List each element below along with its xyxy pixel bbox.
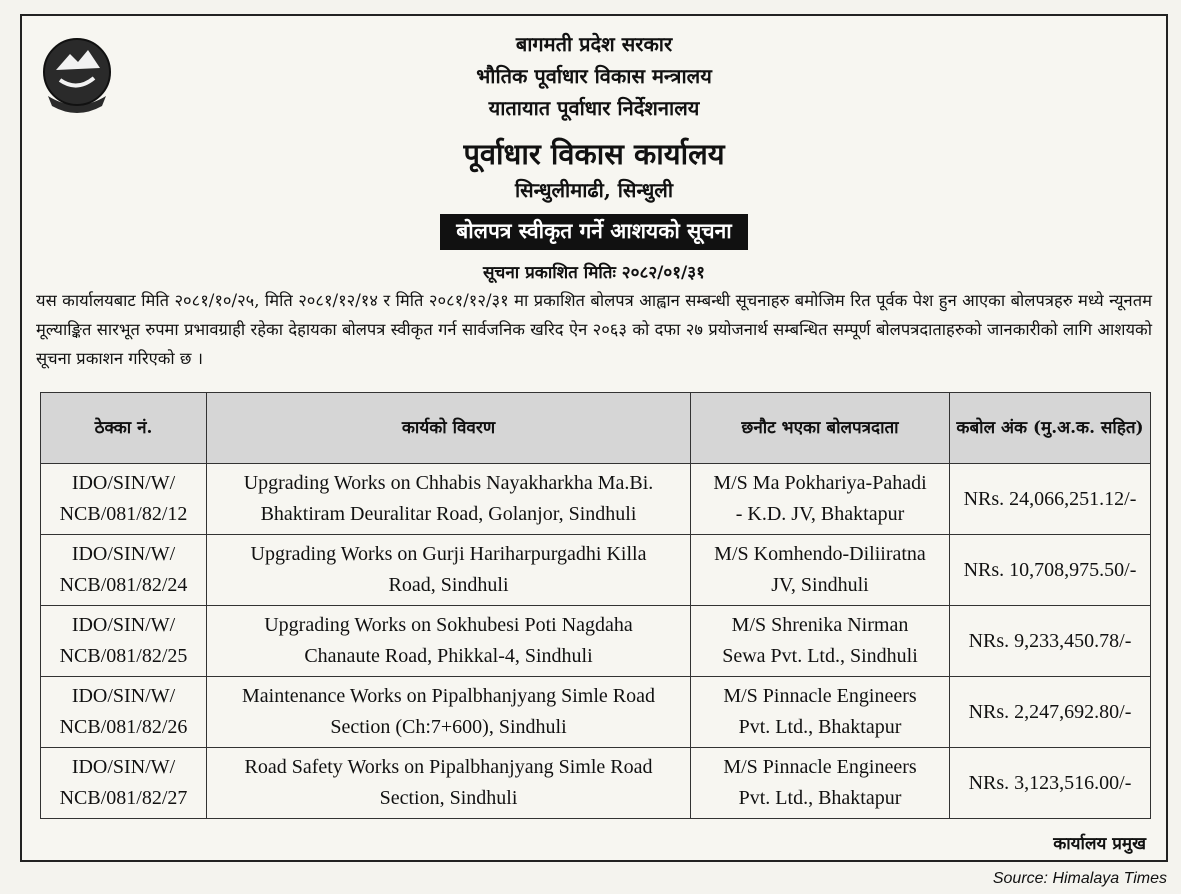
cell-description: Road Safety Works on Pipalbhanjyang Simle Road Section, Sindhuli bbox=[207, 748, 691, 819]
cell-amount: NRs. 9,233,450.78/- bbox=[950, 606, 1151, 677]
table-row bbox=[41, 464, 1151, 535]
cell-bidder: M/S Shrenika Nirman Sewa Pvt. Ltd., Sindhuli bbox=[691, 606, 950, 677]
bid-table bbox=[40, 392, 1151, 819]
header-bidder: छनौट भएका बोलपत्रदाता bbox=[691, 393, 950, 464]
cell-contract-no: IDO/SIN/W/ NCB/081/82/24 bbox=[41, 535, 207, 606]
cell-amount: NRs. 2,247,692.80/- bbox=[950, 677, 1151, 748]
cell-contract-no: IDO/SIN/W/ NCB/081/82/26 bbox=[41, 677, 207, 748]
source-credit: Source: Himalaya Times bbox=[992, 870, 1167, 887]
office-chief-signature: कार्यालय प्रमुख bbox=[1053, 834, 1146, 854]
table-row bbox=[41, 535, 1151, 606]
header-ministry: भौतिक पूर्वाधार विकास मन्त्रालय bbox=[476, 64, 712, 88]
publication-date: सूचना प्रकाशित मितिः २०८२/०१/३१ bbox=[483, 263, 705, 283]
cell-description: Maintenance Works on Pipalbhanjyang Simle Road Section (Ch:7+600), Sindhuli bbox=[207, 677, 691, 748]
header-amount: कबोल अंक (मु.अ.क. सहित) bbox=[950, 393, 1151, 464]
cell-bidder: M/S Pinnacle Engineers Pvt. Ltd., Bhaktapur bbox=[691, 677, 950, 748]
cell-bidder: M/S Komhendo-Diliiratna JV, Sindhuli bbox=[691, 535, 950, 606]
table-row bbox=[41, 677, 1151, 748]
table-header-row bbox=[41, 393, 1151, 464]
cell-description: Upgrading Works on Chhabis Nayakharkha Ma.Bi. Bhaktiram Deuralitar Road, Golanjor, Sindhuli bbox=[207, 464, 691, 535]
cell-bidder: M/S Pinnacle Engineers Pvt. Ltd., Bhaktapur bbox=[691, 748, 950, 819]
notice-body: यस कार्यालयबाट मिति २०८१/१०/२५, मिति २०८१/१२/१४ र मिति २०८१/१२/३१ मा प्रकाशित बोलपत्र आह्वान सम्बन्धी सूचनाहरु बमोजिम रित पूर्वक पेश हुन आएका बोलपत्रहरु मध्ये न्यूनतम मूल्याङ्कित सारभूत रुपमा प्रभावग्राही रहेका देहायका बोलपत्र स्वीकृत गर्न सार्वजनिक खरिद ऐन २०६३ को दफा २७ प्रयोजनार्थ सम्बन्धित सम्पूर्ण बोलपत्रदाताहरुको जानकारीको लागि आशयको सूचना प्रकाशन गरिएको छ । bbox=[36, 291, 1152, 368]
header-address: सिन्धुलीमाढी, सिन्धुली bbox=[514, 178, 674, 202]
banner-wrap bbox=[22, 214, 1166, 250]
notice-banner: बोलपत्र स्वीकृत गर्ने आशयको सूचना bbox=[440, 214, 747, 250]
cell-contract-no: IDO/SIN/W/ NCB/081/82/25 bbox=[41, 606, 207, 677]
cell-amount: NRs. 3,123,516.00/- bbox=[950, 748, 1151, 819]
table-row bbox=[41, 606, 1151, 677]
cell-amount: NRs. 24,066,251.12/- bbox=[950, 464, 1151, 535]
header-directorate: यातायात पूर्वाधार निर्देशनालय bbox=[488, 96, 700, 120]
header-description: कार्यको विवरण bbox=[207, 393, 691, 464]
cell-description: Upgrading Works on Sokhubesi Poti Nagdaha Chanaute Road, Phikkal-4, Sindhuli bbox=[207, 606, 691, 677]
table-row bbox=[41, 748, 1151, 819]
header-contract-no: ठेक्का नं. bbox=[41, 393, 207, 464]
cell-bidder: M/S Ma Pokhariya-Pahadi - K.D. JV, Bhaktapur bbox=[691, 464, 950, 535]
cell-description: Upgrading Works on Gurji Hariharpurgadhi Killa Road, Sindhuli bbox=[207, 535, 691, 606]
cell-contract-no: IDO/SIN/W/ NCB/081/82/27 bbox=[41, 748, 207, 819]
cell-amount: NRs. 10,708,975.50/- bbox=[950, 535, 1151, 606]
cell-contract-no: IDO/SIN/W/ NCB/081/82/12 bbox=[41, 464, 207, 535]
notice bbox=[20, 14, 1168, 862]
header-province: बागमती प्रदेश सरकार bbox=[515, 32, 673, 56]
header-office: पूर्वाधार विकास कार्यालय bbox=[463, 137, 725, 171]
